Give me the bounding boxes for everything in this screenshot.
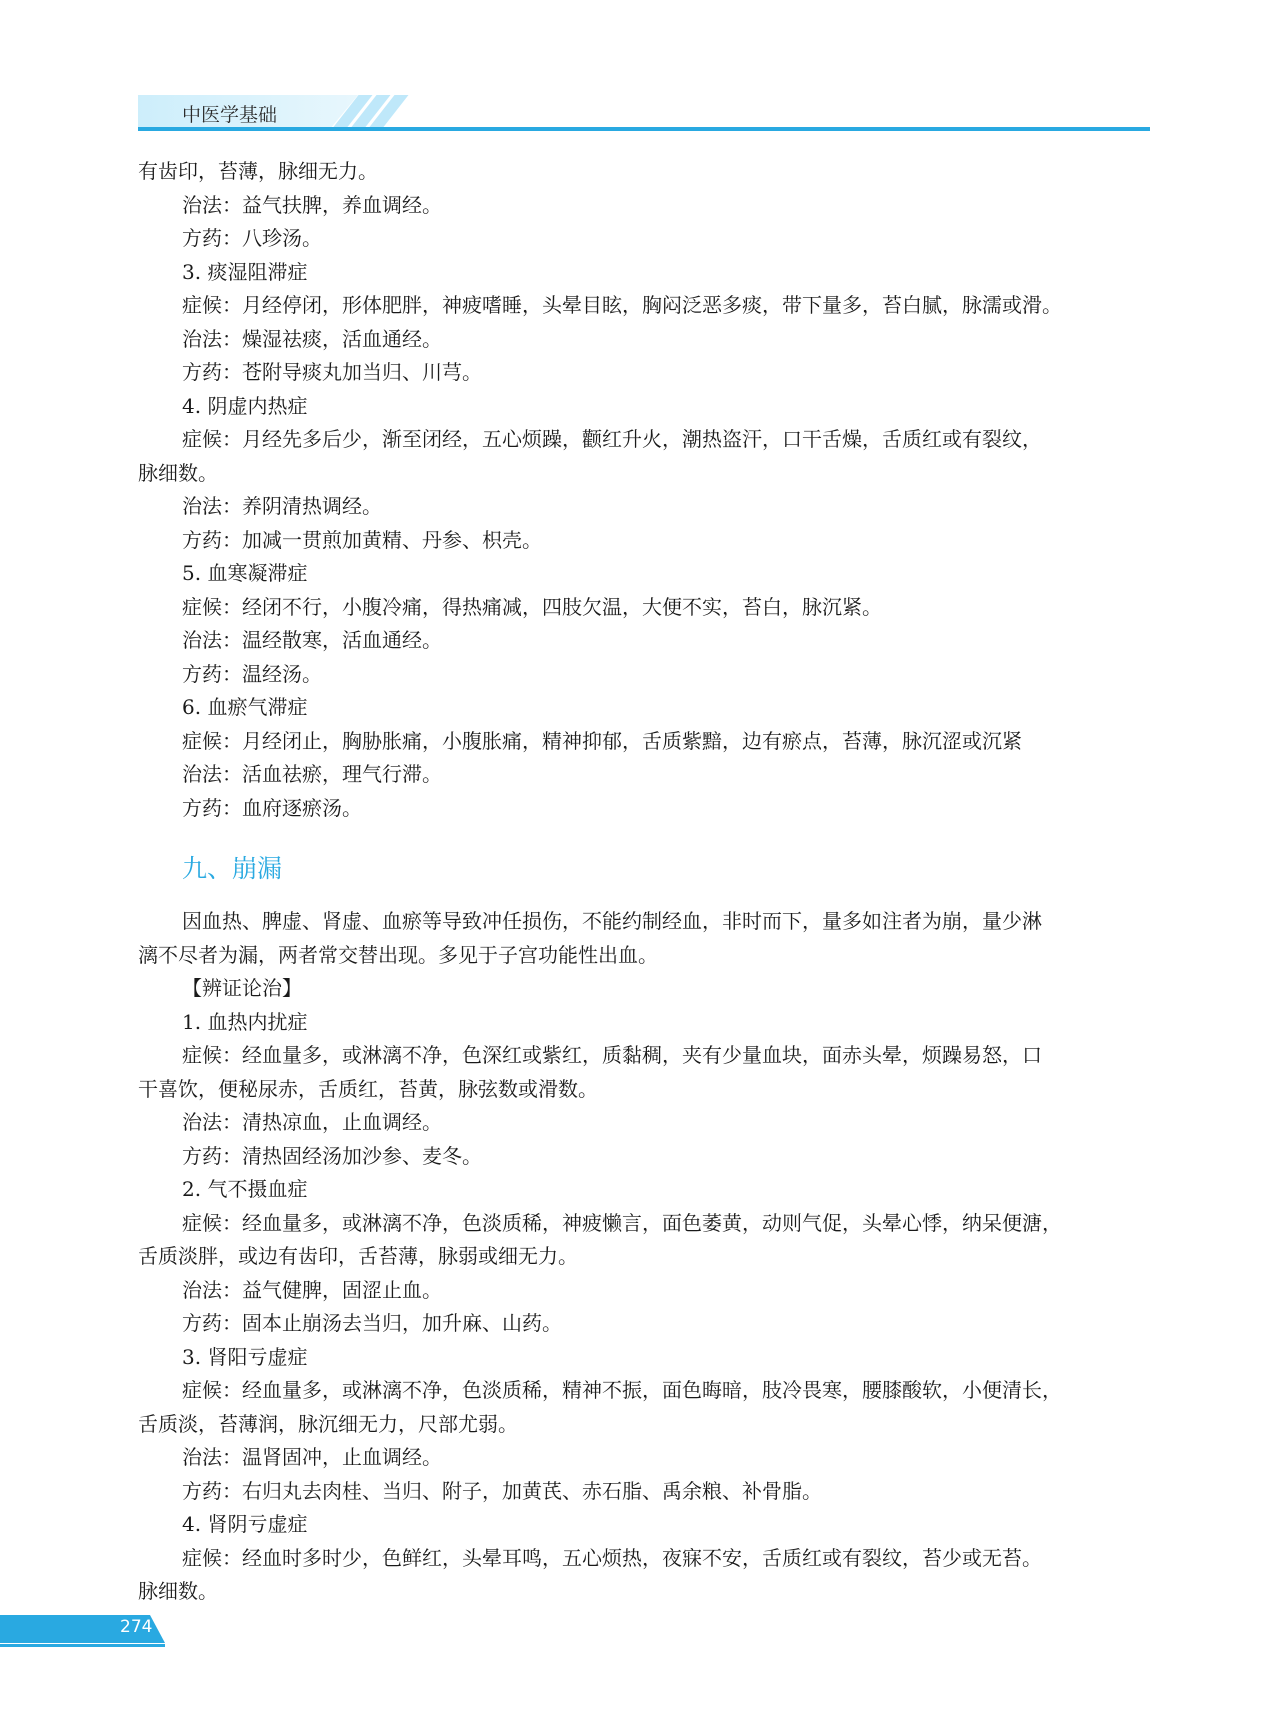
text-line: 症候：月经闭止，胸胁胀痛，小腹胀痛，精神抑郁，舌质紫黯，边有瘀点，苔薄，脉沉涩或沉紧 (182, 728, 1022, 753)
text-line: 方药：苍附导痰丸加当归、川芎。 (182, 360, 482, 384)
text-line: 症候：月经先多后少，渐至闭经，五心烦躁，颧红升火，潮热盗汗，口干舌燥，舌质红或有裂纹， (182, 427, 1042, 451)
text-line: 治法：温肾固冲，止血调经。 (182, 1445, 442, 1469)
text-line: 症候：经血量多，或淋漓不净，色淡质稀，精神不振，面色晦暗，肢冷畏寒，腰膝酸软，小便清长， (182, 1378, 1062, 1402)
text-line: 漓不尽者为漏，两者常交替出现。多见于子宫功能性出血。 (138, 942, 658, 967)
text-line: 舌质淡胖，或边有齿印，舌苔薄，脉弱或细无力。 (138, 1244, 578, 1268)
text-line: 方药：加减一贯煎加黄精、丹参、枳壳。 (182, 527, 542, 552)
text-line: 方药：八珍汤。 (182, 226, 322, 250)
subheading: 2. 气不摄血症 (182, 1177, 308, 1201)
page-number: 274 (120, 1617, 153, 1637)
text-line: 方药：右归丸去肉桂、当归、附子，加黄芪、赤石脂、禹余粮、补骨脂。 (182, 1478, 822, 1503)
text-line: 因血热、脾虚、肾虚、血瘀等导致冲任损伤，不能约制经血，非时而下，量多如注者为崩，量少淋 (182, 909, 1042, 933)
text-line: 脉细数。 (138, 1579, 218, 1603)
subheading: 6. 血瘀气滞症 (182, 695, 308, 719)
text-line: 症候：经血时多时少，色鲜红，头晕耳鸣，五心烦热，夜寐不安，舌质红或有裂纹，苔少或无苔。 (182, 1545, 1042, 1570)
subheading: 3. 肾阳亏虚症 (182, 1344, 308, 1369)
subheading: 1. 血热内扰症 (182, 1009, 308, 1034)
footer-rule (0, 1644, 165, 1647)
book-title: 中医学基础 (182, 104, 278, 126)
text-line: 方药：清热固经汤加沙参、麦冬。 (182, 1143, 482, 1168)
page-header (138, 95, 1150, 135)
text-line: 脉细数。 (138, 460, 218, 485)
text-line: 治法：活血祛瘀，理气行滞。 (182, 762, 442, 786)
page-body (138, 155, 1150, 1609)
text-line: 症候：经血量多，或淋漓不净，色淡质稀，神疲懒言，面色萎黄，动则气促，头晕心悸，纳呆便溏， (182, 1210, 1062, 1235)
subheading: 4. 阴虚内热症 (182, 393, 308, 418)
text-line: 症候：经血量多，或淋漓不净，色深红或紫红，质黏稠，夹有少量血块，面赤头晕，烦躁易怒，口 (182, 1043, 1042, 1067)
text-line: 方药：固本止崩汤去当归，加升麻、山药。 (182, 1311, 562, 1335)
text-line: 治法：燥湿祛痰，活血通经。 (182, 326, 442, 351)
text-line: 方药：血府逐瘀汤。 (182, 795, 362, 820)
text-line: 舌质淡，苔薄润，脉沉细无力，尺部尤弱。 (138, 1411, 518, 1436)
subheading: 4. 肾阴亏虚症 (182, 1512, 308, 1536)
text-line: 症候：月经停闭，形体肥胖，神疲嗜睡，头晕目眩，胸闷泛恶多痰，带下量多，苔白腻，脉濡或滑。 (182, 293, 1062, 317)
text-line: 方药：温经汤。 (182, 661, 322, 686)
text-line: 症候：经闭不行，小腹冷痛，得热痛减，四肢欠温，大便不实，苔白，脉沉紧。 (182, 594, 882, 619)
subheading: 5. 血寒凝滞症 (182, 561, 308, 585)
text-line: 有齿印，苔薄，脉细无力。 (138, 159, 378, 183)
text-line: 治法：清热凉血，止血调经。 (182, 1110, 442, 1134)
section-heading: 九、崩漏 (182, 854, 283, 883)
text-line: 治法：温经散寒，活血通经。 (182, 628, 442, 652)
text-line: 治法：养阴清热调经。 (182, 494, 382, 518)
header-rule (138, 127, 1150, 131)
text-line: 治法：益气健脾，固涩止血。 (182, 1277, 442, 1302)
text-line: 干喜饮，便秘尿赤，舌质红，苔黄，脉弦数或滑数。 (138, 1076, 598, 1101)
subheading: 3. 痰湿阻滞症 (182, 259, 308, 284)
text-line: 治法：益气扶脾，养血调经。 (182, 192, 442, 217)
subheading: 【辨证论治】 (182, 976, 302, 1000)
